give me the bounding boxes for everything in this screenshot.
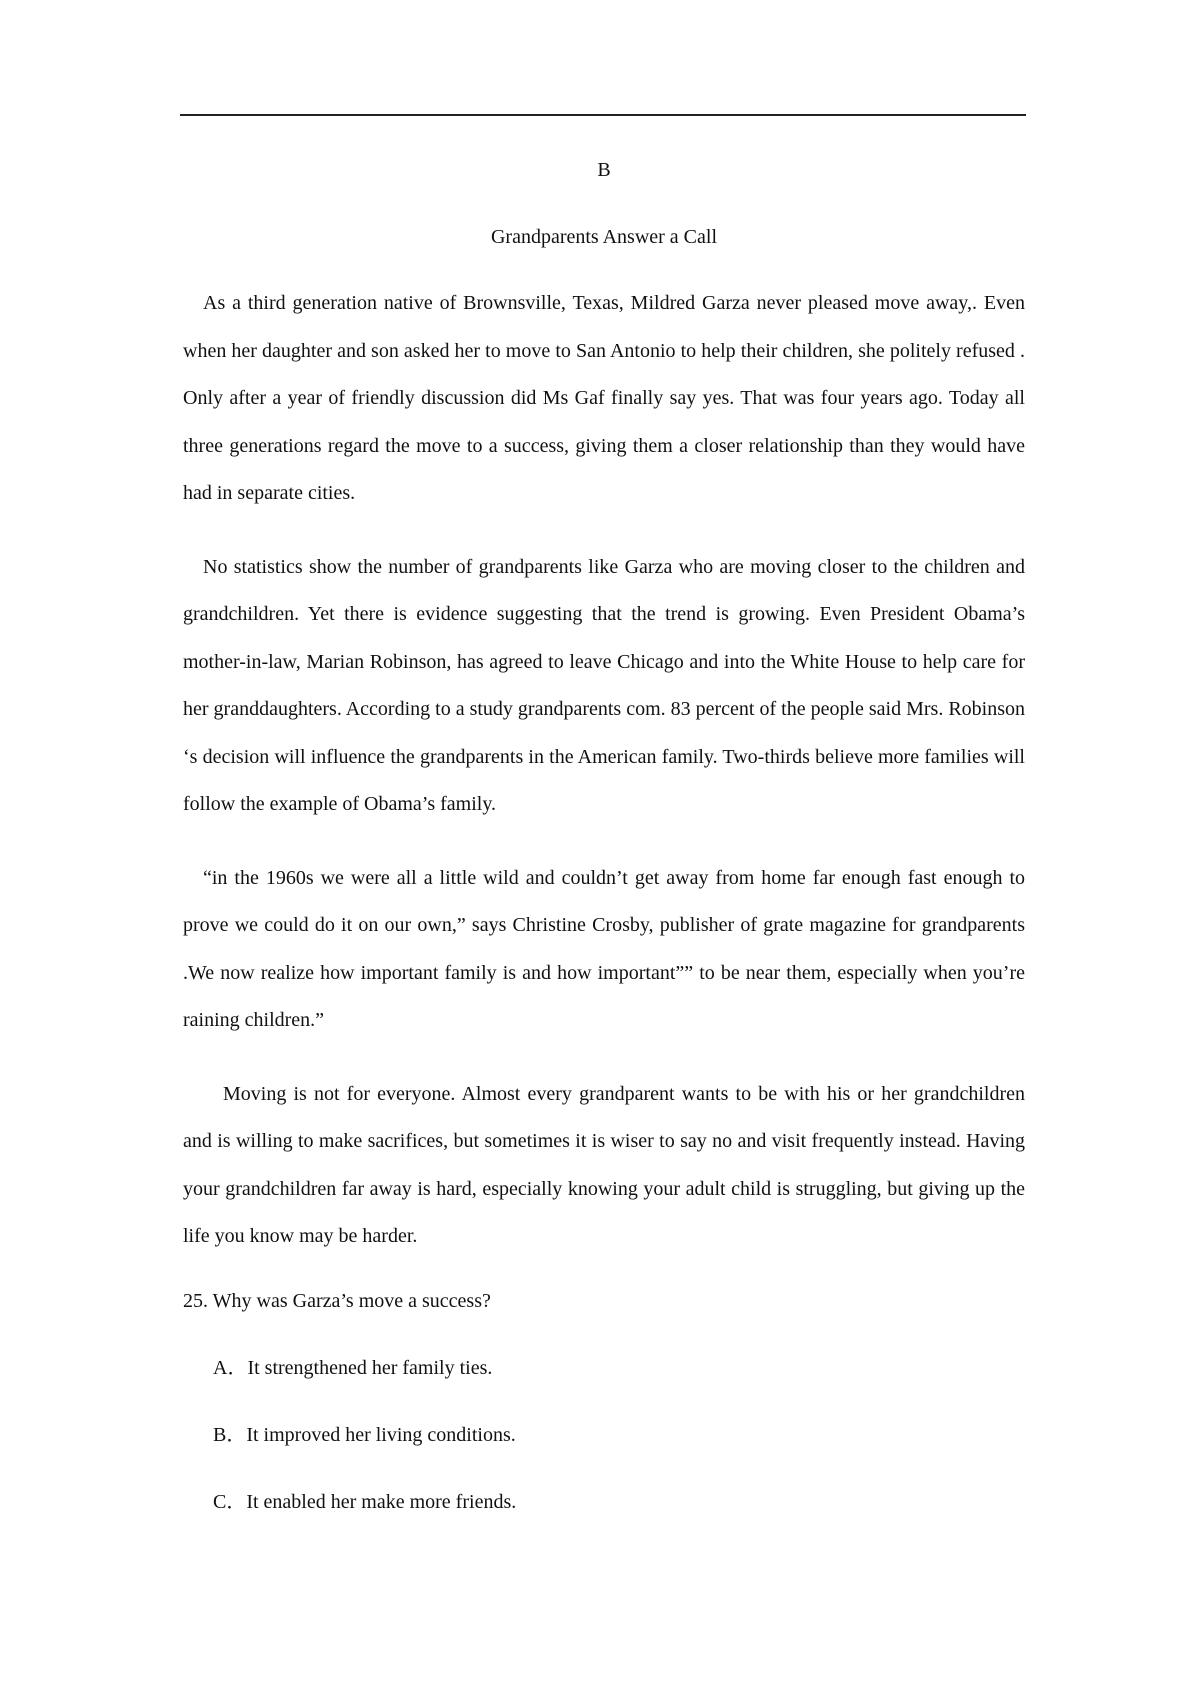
option-c: C．It enabled her make more friends. — [213, 1490, 517, 1513]
option-b: B．It improved her living conditions. — [213, 1423, 516, 1446]
paragraph-2: No statistics show the number of grandparents like Garza who are moving closer to the children and grandchildren. Yet there is evidence suggesting that the trend is growing. Even President Obama’s mother-in-law, Marian Robinson, has agreed to leave Chicago and into the White House to help care for her granddaughters. According to a study grandparents com. 83 percent of the people said Mrs. Robinson ‘s decision will influence the grandparents in the American family. Two-thirds believe more families will follow the example of Obama’s family. — [183, 555, 1026, 815]
question-stem: 25. Why was Garza’s move a success? — [183, 1289, 491, 1312]
passage-title: Grandparents Answer a Call — [490, 226, 718, 248]
document-body — [183, 152, 1025, 1520]
header-rule — [180, 114, 1026, 116]
paragraph-3: “in the 1960s we were all a little wild and couldn’t get away from home far enough fast enough to prove we could do it on our own,” says Christine Crosby, publisher of grate magazine for grandparents .We now realize how important family is and how important”” to be near them, especially when you’re raining children.” — [183, 866, 1025, 1031]
paragraph-4: Moving is not for everyone. Almost every grandparent wants to be with his or her grandchildren and is willing to make sacrifices, but sometimes it is wiser to say no and visit frequently instead. Having your grandchildren far away is hard, especially knowing your adult child is struggling, but giving up the life you know may be harder. — [183, 1082, 1025, 1247]
section-letter: B — [597, 159, 611, 181]
paragraph-1: As a third generation native of Brownsville, Texas, Mildred Garza never pleased move away,. Even when her daughter and son asked her to move to San Antonio to help their children, she politely refused . Only after a year of friendly discussion did Ms Gaf finally say yes. That was four years ago. Today all three generations regard the move to a success, giving them a closer relationship than they would have had in separate cities. — [183, 292, 1025, 504]
option-a: A．It strengthened her family ties. — [213, 1356, 493, 1379]
